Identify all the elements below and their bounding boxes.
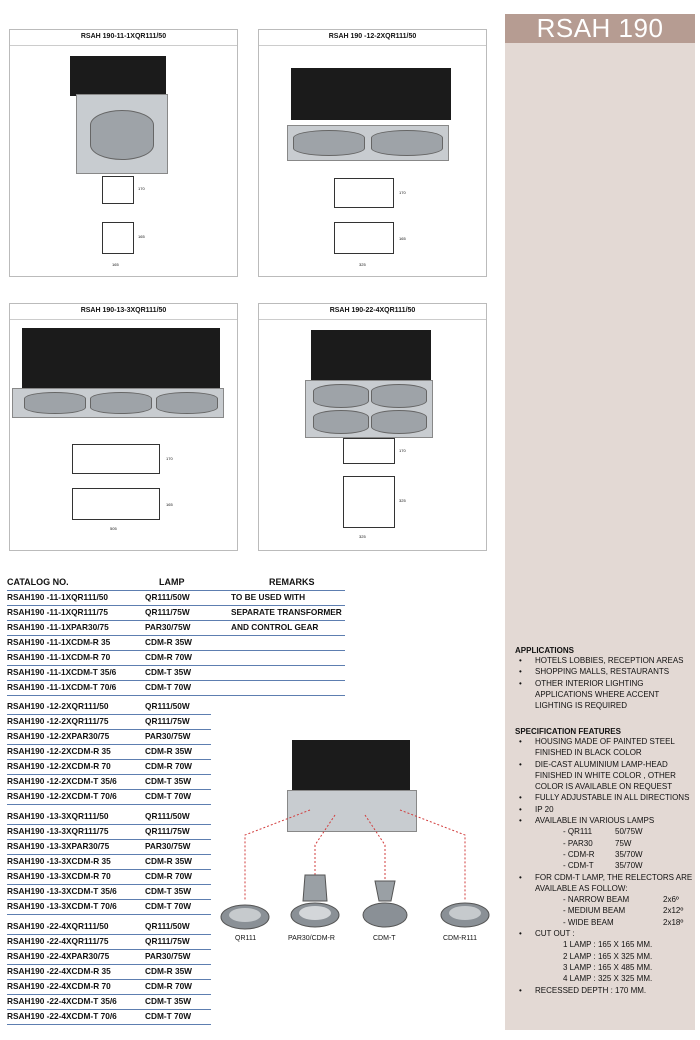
product-card-4 bbox=[258, 303, 487, 551]
top-view-drawing bbox=[334, 222, 394, 254]
list-item: • RECESSED DEPTH : 170 MM. bbox=[515, 985, 693, 996]
product-title: RSAH 190-22-4XQR111/50 bbox=[329, 307, 416, 314]
lamp-option: - QR111 50/75W bbox=[563, 827, 643, 837]
housing-image bbox=[22, 328, 220, 390]
lamp-label: PAR30/CDM-R bbox=[288, 935, 335, 942]
table-row: RSAH190 -13-3XQR111/75 QR111/75W bbox=[7, 825, 211, 840]
table-row: RSAH190 -12-2XCDM-T 35/6 CDM-T 35W bbox=[7, 775, 211, 790]
connector-lines bbox=[215, 735, 500, 950]
table-row: RSAH190 -11-1XQR111/50 QR111/50W TO BE USED WITH bbox=[7, 591, 345, 606]
dimension-label: 170 bbox=[166, 456, 173, 461]
lamp-head-image bbox=[371, 130, 443, 156]
side-view-drawing bbox=[72, 444, 160, 474]
cutout-item: 3 LAMP : 165 X 485 MM. bbox=[563, 962, 653, 972]
table-row: RSAH190 -11-1XCDM-T 35/6 CDM-T 35W bbox=[7, 666, 345, 681]
lamp-head-image bbox=[371, 384, 427, 408]
lamp-head-image bbox=[293, 130, 365, 156]
catalog-table bbox=[7, 576, 345, 696]
list-item: • IP 20 bbox=[515, 804, 693, 815]
lamp-head-image bbox=[90, 392, 152, 414]
dimension-label: 165 bbox=[138, 234, 145, 239]
table-row: RSAH190 -11-1XQR111/75 QR111/75W SEPARATE TRANSFORMER bbox=[7, 606, 345, 621]
product-card-1 bbox=[9, 29, 238, 277]
table-row: RSAH190 -11-1XCDM-R 70 CDM-R 70W bbox=[7, 651, 345, 666]
product-title: RSAH 190-13-3XQR111/50 bbox=[80, 307, 167, 314]
beam-option: - WIDE BEAM 2x18º bbox=[563, 917, 684, 927]
product-title: RSAH 190-11-1XQR111/50 bbox=[80, 33, 167, 40]
lamp-option: - CDM-T 35/70W bbox=[563, 861, 643, 871]
table-row: RSAH190 -22-4XQR111/75 QR111/75W bbox=[7, 935, 211, 950]
table-row: RSAH190 -12-2XCDM-T 70/6 CDM-T 70W bbox=[7, 790, 211, 805]
table-row: RSAH190 -12-2XQR111/75 QR111/75W bbox=[7, 715, 211, 730]
table-row: RSAH190 -22-4XCDM-T 35/6 CDM-T 35W bbox=[7, 995, 211, 1010]
applications-title: APPLICATIONS bbox=[515, 646, 574, 655]
table-row: RSAH190 -13-3XCDM-T 70/6 CDM-T 70W bbox=[7, 900, 211, 915]
dimension-label: 505 bbox=[110, 526, 117, 531]
list-item: • OTHER INTERIOR LIGHTING APPLICATIONS WHERE ACCENT LIGHTING IS REQUIRED bbox=[515, 678, 693, 712]
lamp-option: - PAR30 75W bbox=[563, 838, 632, 848]
beam-option: - MEDIUM BEAM 2x12º bbox=[563, 906, 684, 916]
table-row: RSAH190 -13-3XQR111/50 QR111/50W bbox=[7, 810, 211, 825]
applications-section bbox=[515, 646, 693, 711]
lamp-label: QR111 bbox=[235, 935, 257, 942]
list-item: • SHOPPING MALLS, RESTAURANTS bbox=[515, 666, 693, 677]
lamp-option: - CDM-R 35/70W bbox=[563, 849, 643, 859]
top-view-drawing bbox=[343, 476, 395, 528]
table-row: RSAH190 -12-2XCDM-R 70 CDM-R 70W bbox=[7, 760, 211, 775]
table-row: RSAH190 -13-3XCDM-R 70 CDM-R 70W bbox=[7, 870, 211, 885]
list-item: • HOTELS LOBBIES, RECEPTION AREAS bbox=[515, 655, 693, 666]
cutout-item: 4 LAMP : 325 X 325 MM. bbox=[563, 974, 653, 984]
dimension-label: 325 bbox=[399, 498, 406, 503]
cutout-item: 2 LAMP : 165 X 325 MM. bbox=[563, 951, 653, 961]
lamp-label: CDM-T bbox=[373, 935, 396, 942]
top-view-drawing bbox=[72, 488, 160, 520]
specification-section bbox=[515, 727, 693, 996]
table-row: RSAH190 -12-2XQR111/50 QR111/50W bbox=[7, 700, 211, 715]
table-row: RSAH190 -11-1XCDM-T 70/6 CDM-T 70W bbox=[7, 681, 345, 696]
lamp-heads-illustration bbox=[215, 735, 500, 950]
dimension-label: 170 bbox=[399, 190, 406, 195]
product-card-3 bbox=[9, 303, 238, 551]
table-row: RSAH190 -12-2XCDM-R 35 CDM-R 35W bbox=[7, 745, 211, 760]
list-item: • FOR CDM-T LAMP, THE RELECTORS ARE AVAILABLE AS FOLLOW: bbox=[515, 872, 693, 895]
cutout-item: 1 LAMP : 165 X 165 MM. bbox=[563, 940, 653, 950]
lamp-head-image bbox=[371, 410, 427, 434]
table-row: RSAH190 -11-1XCDM-R 35 CDM-R 35W bbox=[7, 636, 345, 651]
product-card-2 bbox=[258, 29, 487, 277]
lamp-head-image bbox=[24, 392, 86, 414]
product-title: RSAH 190 -12-2XQR111/50 bbox=[328, 33, 417, 40]
lamp-head-image bbox=[156, 392, 218, 414]
housing-image bbox=[291, 68, 451, 120]
table-row: RSAH190 -22-4XQR111/50 QR111/50W bbox=[7, 920, 211, 935]
catalog-table-group-3 bbox=[7, 810, 211, 915]
dimension-label: 165 bbox=[399, 236, 406, 241]
lamp-head-image bbox=[313, 410, 369, 434]
table-header bbox=[7, 576, 345, 591]
side-view-drawing bbox=[102, 176, 134, 204]
top-view-drawing bbox=[102, 222, 134, 254]
lamp-label: CDM-R111 bbox=[443, 935, 477, 942]
dimension-label: 325 bbox=[359, 534, 366, 539]
table-row: RSAH190 -22-4XCDM-R 70 CDM-R 70W bbox=[7, 980, 211, 995]
dimension-label: 165 bbox=[166, 502, 173, 507]
table-row: RSAH190 -22-4XCDM-T 70/6 CDM-T 70W bbox=[7, 1010, 211, 1025]
beam-option: - NARROW BEAM 2x6º bbox=[563, 895, 679, 905]
table-row: RSAH190 -12-2XPAR30/75 PAR30/75W bbox=[7, 730, 211, 745]
page-title: RSAH 190 bbox=[505, 14, 695, 43]
housing-image bbox=[311, 330, 431, 382]
column-header: LAMP bbox=[159, 577, 185, 587]
list-item: • FULLY ADJUSTABLE IN ALL DIRECTIONS bbox=[515, 792, 693, 803]
dimension-label: 170 bbox=[138, 186, 145, 191]
dimension-label: 165 bbox=[112, 262, 119, 267]
table-row: RSAH190 -13-3XCDM-T 35/6 CDM-T 35W bbox=[7, 885, 211, 900]
specification-title: SPECIFICATION FEATURES bbox=[515, 727, 621, 736]
list-item: • DIE-CAST ALUMINIUM LAMP-HEAD FINISHED IN WHITE COLOR , OTHER COLOR IS AVAILABLE ON REQUEST bbox=[515, 759, 693, 793]
table-row: RSAH190 -11-1XPAR30/75 PAR30/75W AND CONTROL GEAR bbox=[7, 621, 345, 636]
dimension-label: 170 bbox=[399, 448, 406, 453]
lamp-head-image bbox=[313, 384, 369, 408]
side-view-drawing bbox=[334, 178, 394, 208]
catalog-table-group-2 bbox=[7, 700, 211, 805]
list-item: • AVAILABLE IN VARIOUS LAMPS bbox=[515, 815, 693, 826]
table-row: RSAH190 -13-3XPAR30/75 PAR30/75W bbox=[7, 840, 211, 855]
table-row: RSAH190 -22-4XCDM-R 35 CDM-R 35W bbox=[7, 965, 211, 980]
column-header: CATALOG NO. bbox=[7, 577, 69, 587]
housing-image bbox=[70, 56, 166, 96]
catalog-table-group-4 bbox=[7, 920, 211, 1025]
list-item: • CUT OUT : bbox=[515, 928, 693, 939]
side-view-drawing bbox=[343, 438, 395, 464]
list-item: • HOUSING MADE OF PAINTED STEEL FINISHED IN BLACK COLOR bbox=[515, 736, 693, 759]
table-row: RSAH190 -13-3XCDM-R 35 CDM-R 35W bbox=[7, 855, 211, 870]
table-row: RSAH190 -22-4XPAR30/75 PAR30/75W bbox=[7, 950, 211, 965]
dimension-label: 325 bbox=[359, 262, 366, 267]
column-header: REMARKS bbox=[269, 577, 315, 587]
lamp-head-image bbox=[90, 110, 154, 160]
